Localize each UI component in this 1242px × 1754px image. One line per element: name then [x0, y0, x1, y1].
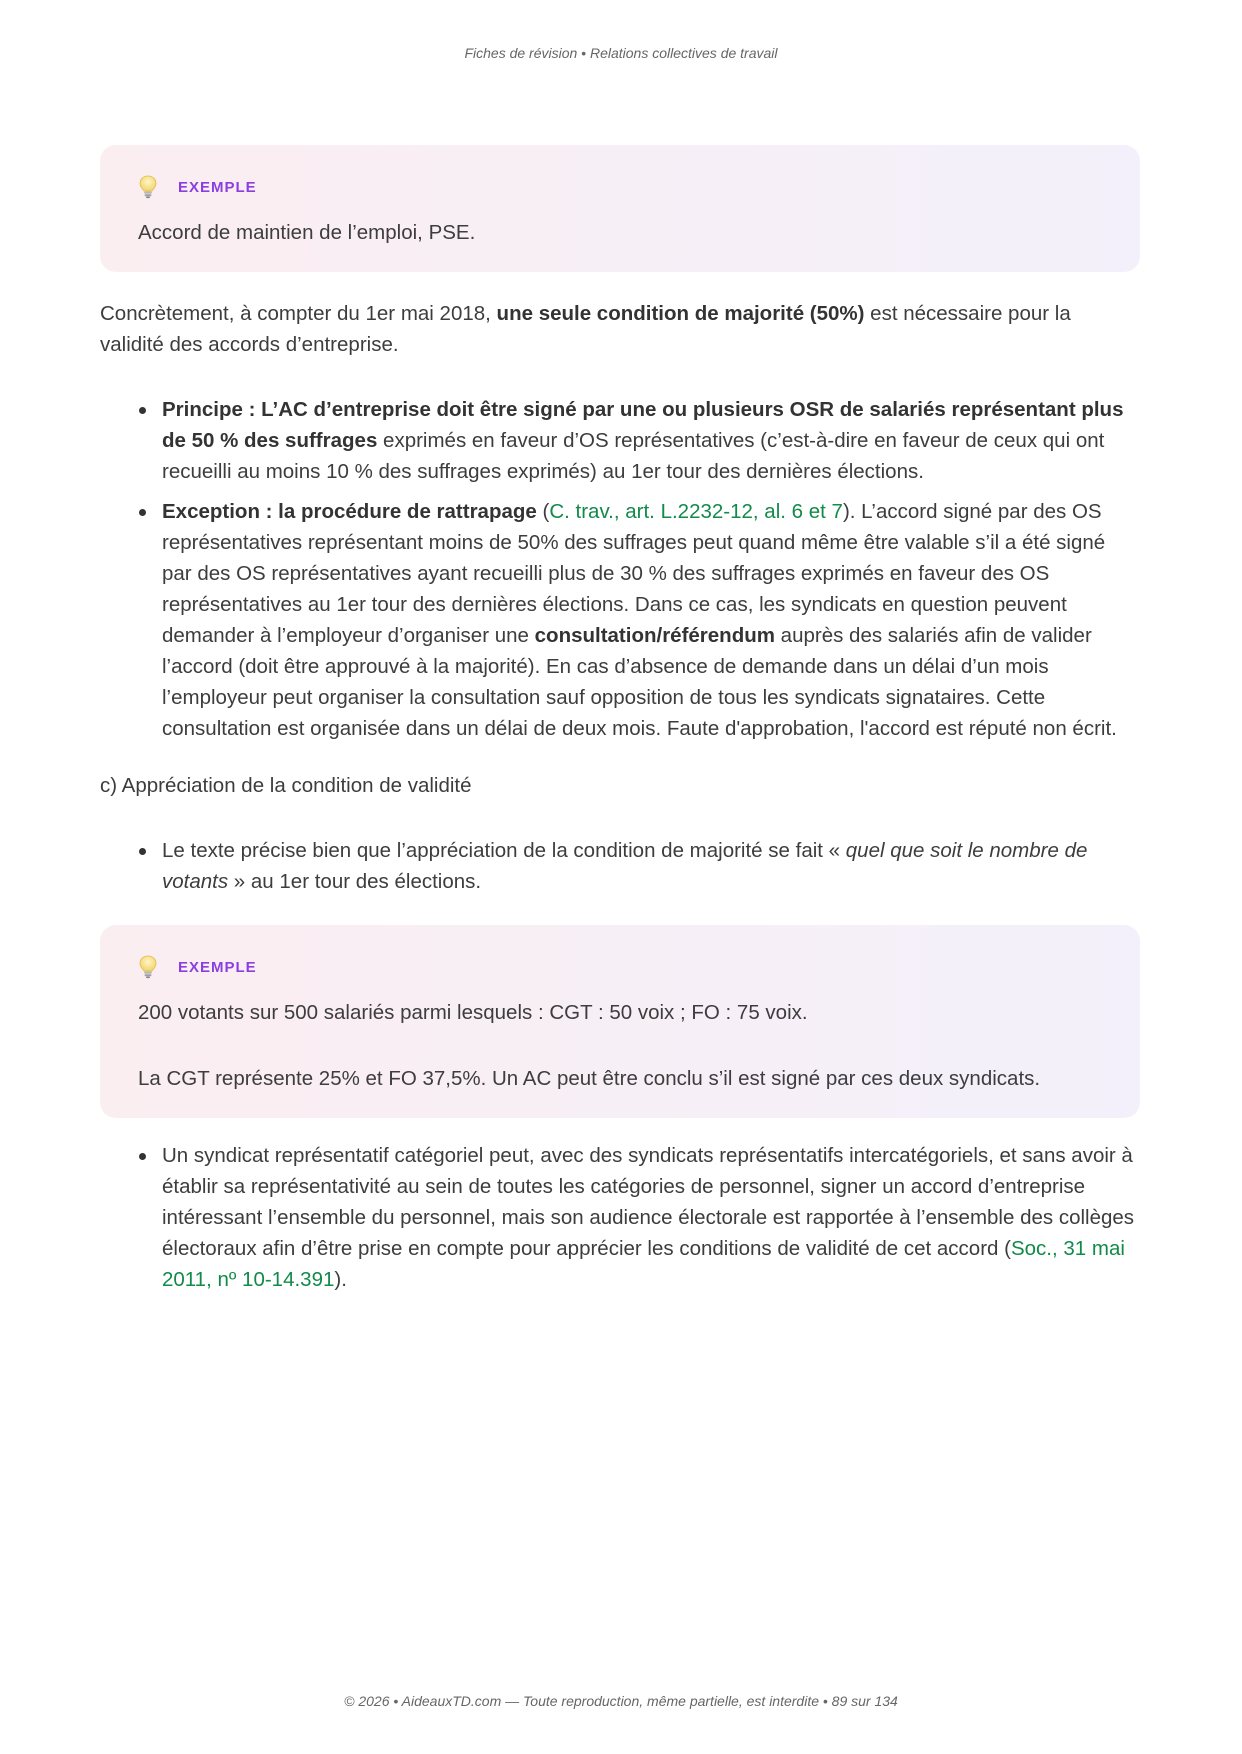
- bold-text: Exception : la procédure de rattrapage: [162, 500, 537, 523]
- bold-text: consultation/référendum: [534, 624, 775, 647]
- page-footer: © 2026 • AideauxTD.com — Toute reproduction, même partielle, est interdite • 89 sur 134: [344, 1693, 898, 1709]
- legal-reference-link[interactable]: Soc., 31 mai 2011, nº 10-14.391: [162, 1237, 1125, 1291]
- text-span: Concrètement, à compter du 1er mai 2018,: [100, 302, 497, 325]
- text-span: Un syndicat représentatif catégoriel peut, avec des syndicats représentatifs intercatégoriels, et sans avoir à établir sa représentativité au sein de toutes les catégories de personnel, signer un accord d’entreprise intéressant l’ensemble du personnel, mais son audience électorale est rapportée à l’ensemble des collèges électoraux afin d’être prise en compte pour apprécier les conditions de validité de cet accord (: [162, 1144, 1135, 1260]
- list-item: [162, 835, 1140, 897]
- text-span: ).: [334, 1268, 347, 1291]
- section-heading-c: c) Appréciation de la condition de validité: [100, 774, 472, 797]
- callout-header: [138, 175, 1102, 199]
- italic-text: quel que soit le nombre de votants: [162, 839, 1088, 893]
- callout-text: 200 votants sur 500 salariés parmi lesquels : CGT : 50 voix ; FO : 75 voix.: [138, 1001, 808, 1024]
- list-item: [162, 1140, 1140, 1295]
- list-item-principe: [162, 394, 1140, 487]
- text-span: ). L’accord signé par des OS représentatives représentant moins de 50% des suffrages peut quand même être valable s’il a été signé par des OS représentatives ayant recueilli plus de 30 % des suffrages exprimés en faveur des OS représentatives au 1er tour des dernières élections. Dans ce cas, les syndicats en question peuvent demander à l’employeur d’organiser une: [162, 500, 1106, 647]
- page-content: [100, 145, 1140, 1304]
- callout-text: Accord de maintien de l’emploi, PSE.: [138, 221, 476, 244]
- text-span: exprimés en faveur d’OS représentatives (c’est-à-dire en faveur de ceux qui ont recueilli au moins 10 % des suffrages exprimés) au 1er tour des dernières élections.: [162, 429, 1105, 483]
- lightbulb-icon: [138, 175, 158, 199]
- list-item-exception: [162, 496, 1140, 744]
- callout-header: [138, 955, 1102, 979]
- example-callout: [100, 925, 1140, 1118]
- text-span: Le texte précise bien que l’appréciation de la condition de majorité se fait «: [162, 839, 846, 862]
- bullet-list-categorial: [100, 1140, 1140, 1295]
- bullet-list-principles: [100, 394, 1140, 744]
- callout-text: La CGT représente 25% et FO 37,5%. Un AC peut être conclu s’il est signé par ces deux syndicats.: [138, 1067, 1041, 1090]
- text-span: auprès des salariés afin de valider l’accord (doit être approuvé à la majorité). En cas d’absence de demande dans un délai d’un mois l’employeur peut organiser la consultation sauf opposition de tous les syndicats signataires. Cette consultation est organisée dans un délai de deux mois. Faute d'approbation, l'accord est réputé non écrit.: [162, 624, 1117, 740]
- text-span: est nécessaire pour la validité des accords d’entreprise.: [100, 302, 1071, 356]
- legal-reference-link[interactable]: C. trav., art. L.2232-12, al. 6 et 7: [549, 500, 843, 523]
- paragraph-majority: [100, 298, 1140, 360]
- bold-text: une seule condition de majorité (50%): [496, 302, 865, 325]
- bold-text: Principe : L’AC d’entreprise doit être signé par une ou plusieurs OSR de salariés représentant plus de 50 % des suffrages: [162, 398, 1124, 452]
- lightbulb-icon: [138, 955, 158, 979]
- callout-title: EXEMPLE: [178, 178, 257, 196]
- text-span: » au 1er tour des élections.: [228, 870, 482, 893]
- text-span: (: [536, 500, 550, 523]
- bullet-list-appreciation: [100, 835, 1140, 897]
- page-header: Fiches de révision • Relations collectives de travail: [464, 45, 778, 61]
- example-callout: [100, 145, 1140, 272]
- callout-title: EXEMPLE: [178, 958, 257, 976]
